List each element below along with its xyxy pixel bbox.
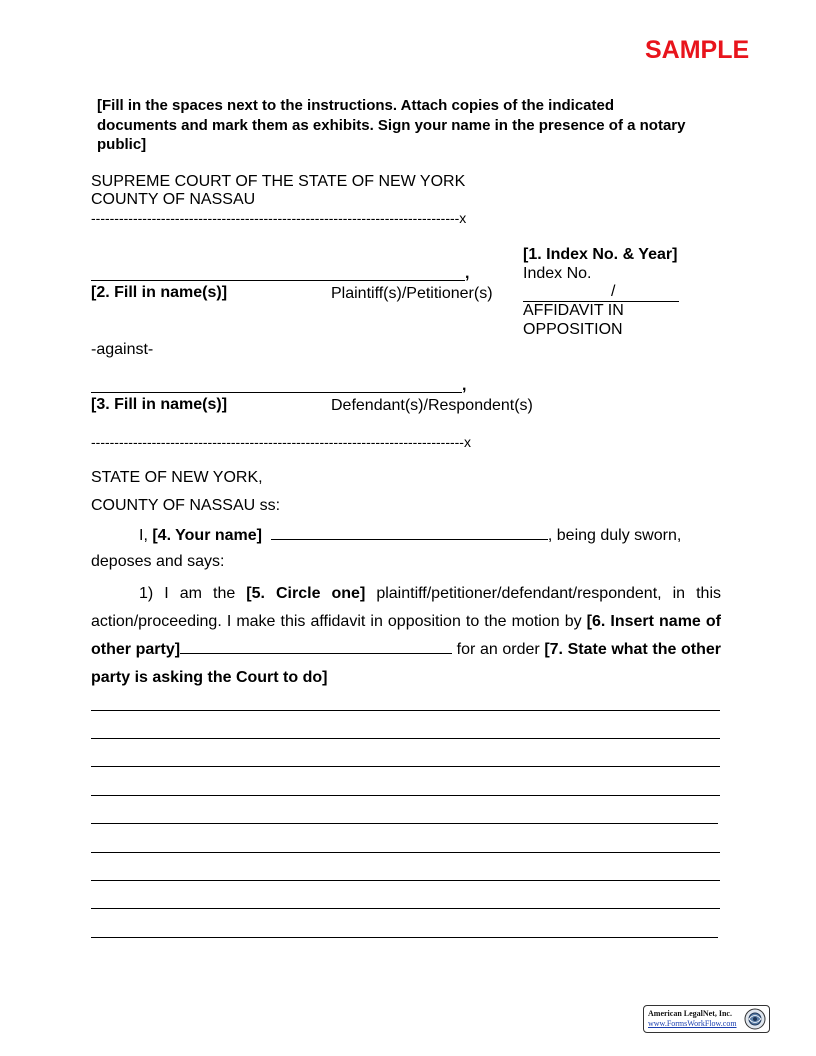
document-title-line1: AFFIDAVIT IN bbox=[523, 302, 624, 319]
answer-line[interactable] bbox=[91, 880, 720, 881]
oath-suffix: , being duly sworn, bbox=[547, 527, 682, 544]
index-number-field[interactable] bbox=[523, 283, 679, 302]
court-county: COUNTY OF NASSAU bbox=[91, 191, 256, 208]
for-an-order: for an order bbox=[456, 641, 540, 658]
answer-line[interactable] bbox=[91, 937, 718, 938]
plaintiff-comma: , bbox=[465, 265, 470, 282]
index-label: Index No. bbox=[523, 265, 592, 282]
legalnet-logo[interactable] bbox=[643, 1005, 770, 1033]
answer-line[interactable] bbox=[91, 823, 718, 824]
oath-prefix: I, bbox=[139, 527, 148, 544]
your-name-instruction: [4. Your name] bbox=[152, 527, 262, 544]
index-slash: / bbox=[611, 283, 616, 300]
index-instruction: [1. Index No. & Year] bbox=[523, 246, 678, 263]
caption-top-separator: -------------------------------------------------------------------------------x bbox=[91, 210, 467, 226]
logo-url: www.FormsWorkFlow.com bbox=[648, 1019, 737, 1028]
caption-bottom-separator: --------------------------------------------------------------------------------x bbox=[91, 434, 471, 450]
answer-line[interactable] bbox=[91, 795, 720, 796]
paragraph-1-start: 1) I am the bbox=[139, 585, 236, 602]
other-party-instruction: [6. Insert name of other party] bbox=[91, 613, 721, 658]
plaintiff-role: Plaintiff(s)/Petitioner(s) bbox=[331, 285, 493, 302]
paragraph-1 bbox=[91, 580, 721, 692]
oath-line bbox=[139, 525, 681, 545]
answer-line[interactable] bbox=[91, 908, 720, 909]
defendant-name-field[interactable] bbox=[91, 376, 462, 393]
your-name-field[interactable] bbox=[271, 525, 548, 540]
venue-county: COUNTY OF NASSAU ss: bbox=[91, 497, 281, 514]
defendant-instruction: [3. Fill in name(s)] bbox=[91, 396, 228, 413]
logo-globe-icon bbox=[744, 1008, 766, 1030]
instructions: [Fill in the spaces next to the instructions. Attach copies of the indicated documents and mark them as exhibits. Sign your name in the presence of a notary public] bbox=[97, 97, 686, 153]
plaintiff-instruction: [2. Fill in name(s)] bbox=[91, 284, 228, 301]
circle-one-instruction: [5. Circle one] bbox=[246, 585, 366, 602]
document-title-line2: OPPOSITION bbox=[523, 321, 623, 338]
state-request-instruction: [7. State what the other party is asking the Court to do] bbox=[91, 641, 721, 686]
answer-line[interactable] bbox=[91, 852, 720, 853]
party-roles-text: plaintiff/petitioner/defendant/respondent, in this action/proceeding. I make this affidavit in opposition to the motion by bbox=[91, 585, 721, 630]
against-label: -against- bbox=[91, 341, 154, 358]
defendant-role: Defendant(s)/Respondent(s) bbox=[331, 397, 533, 414]
venue-state: STATE OF NEW YORK, bbox=[91, 469, 263, 486]
answer-line[interactable] bbox=[91, 766, 720, 767]
court-name: SUPREME COURT OF THE STATE OF NEW YORK bbox=[91, 173, 466, 190]
deposes-and-says: deposes and says: bbox=[91, 553, 225, 570]
defendant-comma: , bbox=[462, 377, 467, 394]
logo-company-name: American LegalNet, Inc. bbox=[648, 1009, 732, 1018]
answer-line[interactable] bbox=[91, 710, 720, 711]
other-party-field[interactable] bbox=[180, 639, 452, 654]
answer-line[interactable] bbox=[91, 738, 720, 739]
sample-watermark: SAMPLE bbox=[645, 36, 750, 64]
plaintiff-name-field[interactable] bbox=[91, 264, 465, 281]
